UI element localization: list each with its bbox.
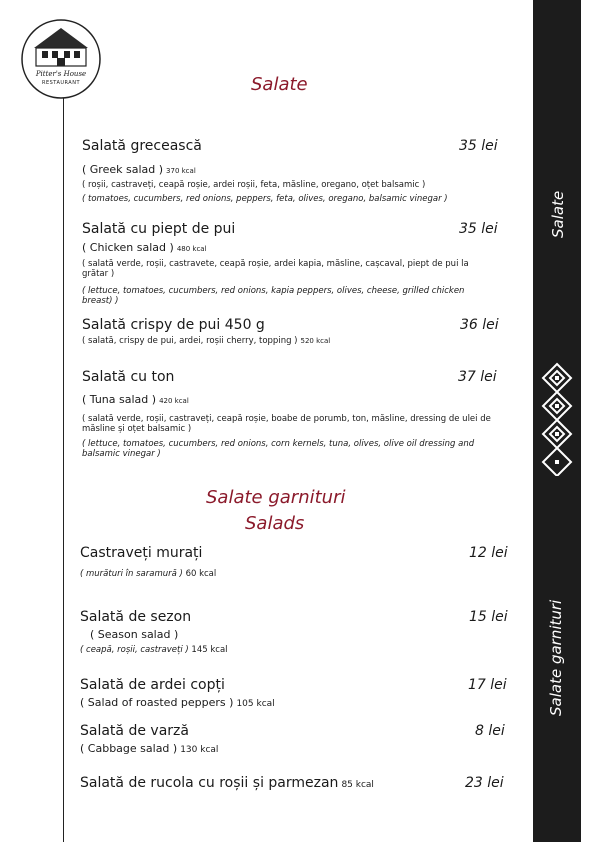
- item-english-name: ( Season salad ): [90, 628, 179, 641]
- item-kcal: 520 kcal: [300, 337, 331, 345]
- item-name: Salată grecească: [82, 138, 202, 154]
- item-english-name: ( Chicken salad ) 480 kcal: [82, 241, 207, 254]
- house-logo-icon: [20, 18, 102, 100]
- item-name: Salată cu ton: [82, 369, 175, 385]
- item-kcal: 105 kcal: [236, 699, 275, 709]
- item-name: Salată de sezon: [80, 609, 192, 625]
- item-kcal: 85 kcal: [341, 780, 374, 790]
- item-kcal: 60 kcal: [185, 569, 217, 579]
- item-name: Castraveți murați: [80, 545, 203, 561]
- item-ingredients: ( salată verde, roșii, castraveți, ceapă roșie, boabe de porumb, ton, măsline, dressing de ulei de măsline și oțet balsamic ): [82, 414, 491, 434]
- section-title-salate: Salate: [251, 74, 308, 95]
- item-price: 8 lei: [475, 723, 505, 739]
- section-subtitle-salads: Salads: [245, 513, 305, 534]
- logo: [20, 18, 102, 100]
- item-note: ( murături în saramură ) 60 kcal: [80, 569, 217, 579]
- item-ingredients-en: ( lettuce, tomatoes, cucumbers, red onions, corn kernels, tuna, olives, olive oil dressing and balsamic vinegar ): [82, 439, 475, 459]
- item-name: Salată de varză: [80, 723, 189, 739]
- item-name: Salată cu piept de pui: [82, 221, 236, 237]
- item-kcal: 480 kcal: [176, 245, 207, 253]
- folk-pattern-icon: [539, 360, 575, 476]
- item-price: 12 lei: [469, 545, 508, 561]
- item-name: Salată crispy de pui 450 g: [82, 317, 265, 333]
- item-ingredients: ( salată, crispy de pui, ardei, roșii cherry, topping ) 520 kcal: [82, 336, 331, 346]
- item-ingredients-en: ( lettuce, tomatoes, cucumbers, red onions, kapia peppers, olives, cheese, grilled chicken breast) ): [82, 286, 465, 306]
- item-price: 35 lei: [459, 138, 498, 154]
- item-kcal: 130 kcal: [180, 745, 219, 755]
- sidebar-label-salate-garnituri: Salate garnituri: [547, 599, 565, 716]
- item-kcal: 145 kcal: [191, 645, 228, 655]
- item-kcal: 370 kcal: [166, 167, 196, 175]
- item-name: Salată de ardei copți: [80, 677, 225, 693]
- item-english-name: ( Salad of roasted peppers ) 105 kcal: [80, 696, 275, 709]
- sidebar: [533, 0, 581, 842]
- item-price: 23 lei: [465, 775, 504, 791]
- sidebar-label-salate: Salate: [549, 190, 567, 238]
- item-ingredients: ( salată verde, roșii, castravete, ceapă roșie, ardei kapia, măsline, cașcaval, piept de pui la grătar ): [82, 259, 469, 279]
- item-english-name: ( Tuna salad ) 420 kcal: [82, 393, 189, 406]
- item-english-name: ( Cabbage salad ) 130 kcal: [80, 742, 219, 755]
- item-english-name: ( Greek salad ) 370 kcal: [82, 163, 196, 176]
- left-divider: [63, 98, 64, 842]
- item-kcal: 420 kcal: [159, 397, 189, 405]
- item-price: 17 lei: [468, 677, 507, 693]
- item-price: 36 lei: [460, 317, 499, 333]
- logo-subtitle: RESTAURANT: [41, 80, 81, 86]
- item-note: ( ceapă, roșii, castraveți ) 145 kcal: [80, 645, 228, 655]
- section-title-garnituri: Salate garnituri: [206, 487, 346, 508]
- logo-name: Pitter's House: [35, 70, 87, 78]
- item-name: Salată de rucola cu roșii și parmezan 85 kcal: [80, 775, 374, 791]
- item-ingredients-en: ( tomatoes, cucumbers, red onions, peppers, feta, olives, oregano, balsamic vinegar ): [82, 194, 448, 204]
- item-price: 37 lei: [458, 369, 497, 385]
- item-price: 35 lei: [459, 221, 498, 237]
- item-ingredients: ( roșii, castraveți, ceapă roșie, ardei roșii, feta, măsline, oregano, oțet balsamic ): [82, 180, 426, 190]
- item-price: 15 lei: [469, 609, 508, 625]
